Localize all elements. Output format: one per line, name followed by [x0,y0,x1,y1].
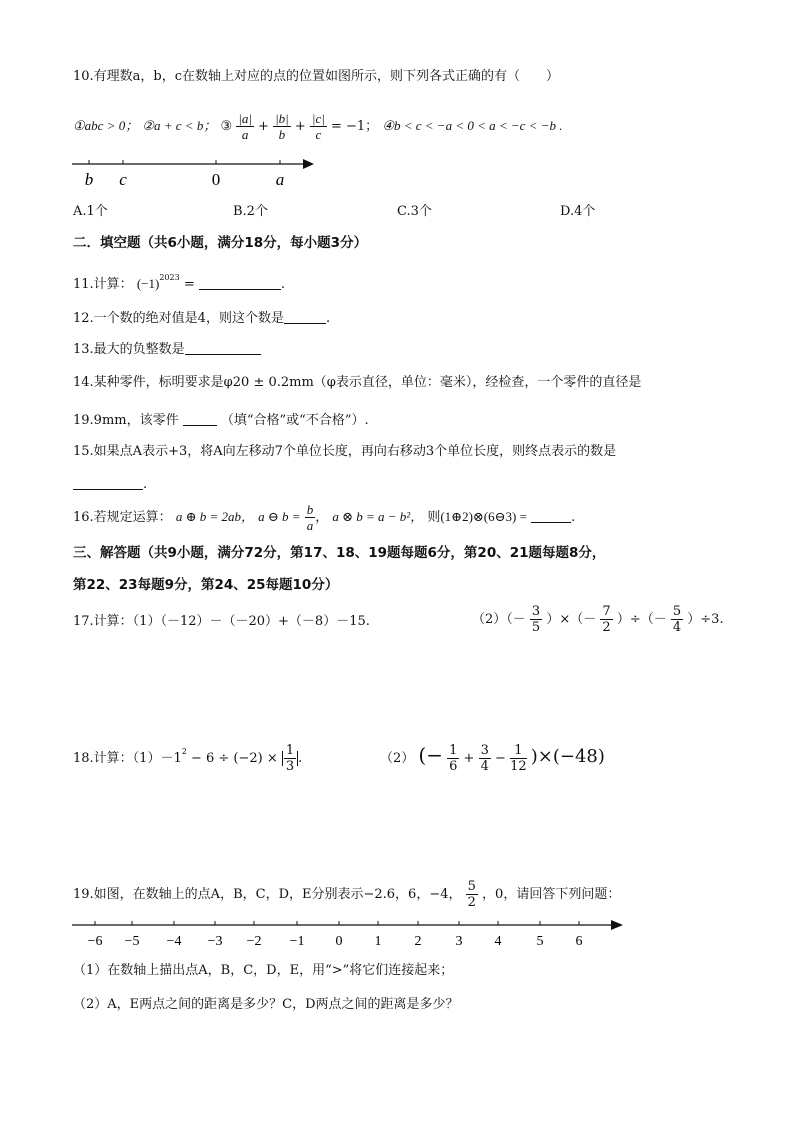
q19-tick-label: −4 [166,934,182,949]
q14-line1: 14.某种零件，标明要求是φ20 ± 0.2mm（φ表示直径，单位：毫米），经检查，一个零件的直径是 [73,375,642,390]
q18-p2-lparen: (− [418,743,443,767]
q11-end: . [280,277,286,292]
q19-frac: $\frac{5}{2}$ [467,879,476,910]
q10-label-b: b [84,170,94,189]
q16-ask: 则(1⊕2)⊗(6⊖3) = [427,509,527,524]
q19-sub1: （1）在数轴上描出点A，B，C，D，E，用“>”将它们连接起来； [73,963,454,978]
q10-frac-c: $\frac{|c|}{c}$ [311,111,325,142]
q10-option-d: D.4个 [560,204,596,219]
q10-statement-1: ①abc > 0； [73,118,139,133]
q19-tick-label: −1 [289,934,305,949]
q17-p2-open: （2）（－ [472,612,526,627]
q19-tick-label: 1 [374,934,382,949]
q19-tick-label: −2 [246,934,262,949]
q14-line2 [73,413,369,427]
section3-title-line1: 三、解答题（共9小题，满分72分，第17、18、19题每题6分，第20、21题每题8分， [73,545,606,561]
q19-tick-label: 0 [335,934,343,949]
q19-tick-label: 4 [494,934,502,949]
q19-tick-label: 3 [455,934,463,949]
q16-op-plus: a ⊕ b = 2ab， [175,509,254,524]
q10-statements: ①abc > 0； ②a + c < b； ③ $\frac{|a|}{a}$ + $\frac{|b|}{b}$ + $\frac{|c|}{c}$ = −1； ④b < c < −a < 0 < a < −c < −b . [73,111,563,142]
q19-sub2: （2）A，E两点之间的距离是多少？C，D两点之间的距离是多少？ [73,997,459,1012]
q17-p2-times: ）×（－ [546,612,597,627]
q19-tick-label: −6 [87,934,103,949]
q10-frac-a: $\frac{|a|}{a}$ [238,111,252,142]
q18-part1 [73,744,302,773]
q18-part2 [380,744,605,773]
q17-part1: 17.计算：（1）（－12）－（－20）+（－8）－15. [73,614,370,629]
q15-line2 [73,477,147,491]
q10-option-a: A.1个 [73,204,108,219]
q16-frac: $\frac{b}{a}$ [306,502,314,533]
q16-end: . [571,510,576,525]
q18-p1-exp: 2 [181,747,187,756]
q10-frac-b: $\frac{|b|}{b}$ [275,111,289,142]
q13-answer-blank[interactable] [185,342,261,355]
section3-title-line2: 第22、23每题9分，第24、25每题10分） [73,577,339,593]
q14-suffix: （填“合格”或“不合格”）. [220,413,369,428]
q11-equals: = [183,277,195,292]
q10-label-c: c [119,170,127,189]
q19-stem-start: 19.如图，在数轴上的点A，B，C，D，E分别表示−2.6，6，−4， [73,887,462,902]
q10-label-a: a [275,170,285,189]
q17-frac-3: $\frac{5}{4}$ [672,604,682,635]
q14-answer-blank[interactable] [183,413,217,426]
arrow-icon [611,920,623,930]
q19-tick-label: −5 [124,934,140,949]
q15-end: . [143,477,148,492]
q11-answer-blank[interactable] [199,277,281,290]
q19-stem-end: ，0，请回答下列问题： [482,887,621,902]
q19-tick-label: 2 [414,934,422,949]
q17-p2-end: ）÷3. [687,612,724,627]
q17-part2 [472,605,724,634]
q10-statement-3-prefix: ③ [220,119,233,134]
q11-expr: (−1) [136,276,160,291]
q16-op-minus: a ⊖ b = [258,509,301,524]
q18-p2-rparen: )×(−48) [530,746,605,767]
q10-statement-4: ④b < c < −a < 0 < a < −c < −b . [382,118,563,133]
q10-number-line [68,152,318,192]
arrow-icon [303,159,314,169]
q16-line [73,503,575,532]
q10-statement-3-suffix: = −1； [330,119,379,134]
q19-tick-label: 6 [575,934,583,949]
q10-option-b: B.2个 [233,204,268,219]
q16-answer-blank[interactable] [531,510,571,523]
q18-frac-2: $\frac{3}{4}$ [480,743,489,774]
q10-stem: 10.有理数a，b，c在数轴上对应的点的位置如图所示，则下列各式正确的有（ ） [73,69,560,84]
q15-answer-blank[interactable] [73,477,143,490]
q18-p1-start: 18.计算：（1）－1 [73,751,182,766]
q10-label-0: 0 [211,170,221,189]
q19-tick-label: −3 [207,934,223,949]
q19-stem [73,880,620,909]
section2-title: 二．填空题（共6小题，满分18分，每小题3分） [73,235,368,251]
q18-plus: + [463,751,475,766]
q12-label: 12.一个数的绝对值是4，则这个数是 [73,311,284,326]
q18-frac-3: $\frac{1}{12}$ [510,743,527,774]
q16-label: 16.若规定运算： [73,510,172,525]
q14-prefix: 19.9mm，该零件 [73,413,179,428]
q11-line [73,274,285,291]
q18-frac-1: $\frac{1}{6}$ [449,743,458,774]
q18-abs [282,743,298,774]
q18-p1-mid: − 6 ÷ (−2) × [190,751,278,766]
q10-statement-2: ②a + c < b； [142,118,217,133]
q10-option-c: C.3个 [397,204,432,219]
q12-answer-blank[interactable] [284,311,326,324]
q18-p1-end: . [298,751,303,766]
q18-p1-frac: $\frac{1}{3}$ [285,743,295,774]
q16-comma: ， [315,510,329,525]
q19-number-line [68,915,628,955]
q16-op-times: a ⊗ b = a − b²， [332,509,424,524]
q11-exponent: 2023 [159,273,180,282]
q13-line [73,342,261,356]
q12-end: . [325,311,331,326]
q18-p2-label: （2） [380,751,415,766]
q15-line1: 15.如果点A表示+3，将A向左移动7个单位长度，再向右移动3个单位长度，则终点表示的数是 [73,444,617,459]
q17-frac-1: $\frac{3}{5}$ [531,604,541,635]
q13-label: 13.最大的负整数是 [73,342,185,357]
q17-frac-2: $\frac{7}{2}$ [602,604,611,635]
q12-line [73,311,330,325]
q11-label: 11.计算： [73,277,133,292]
q18-minus: − [495,751,506,766]
q17-p2-div: ）÷（－ [616,612,667,627]
q19-tick-label: 5 [536,934,544,949]
